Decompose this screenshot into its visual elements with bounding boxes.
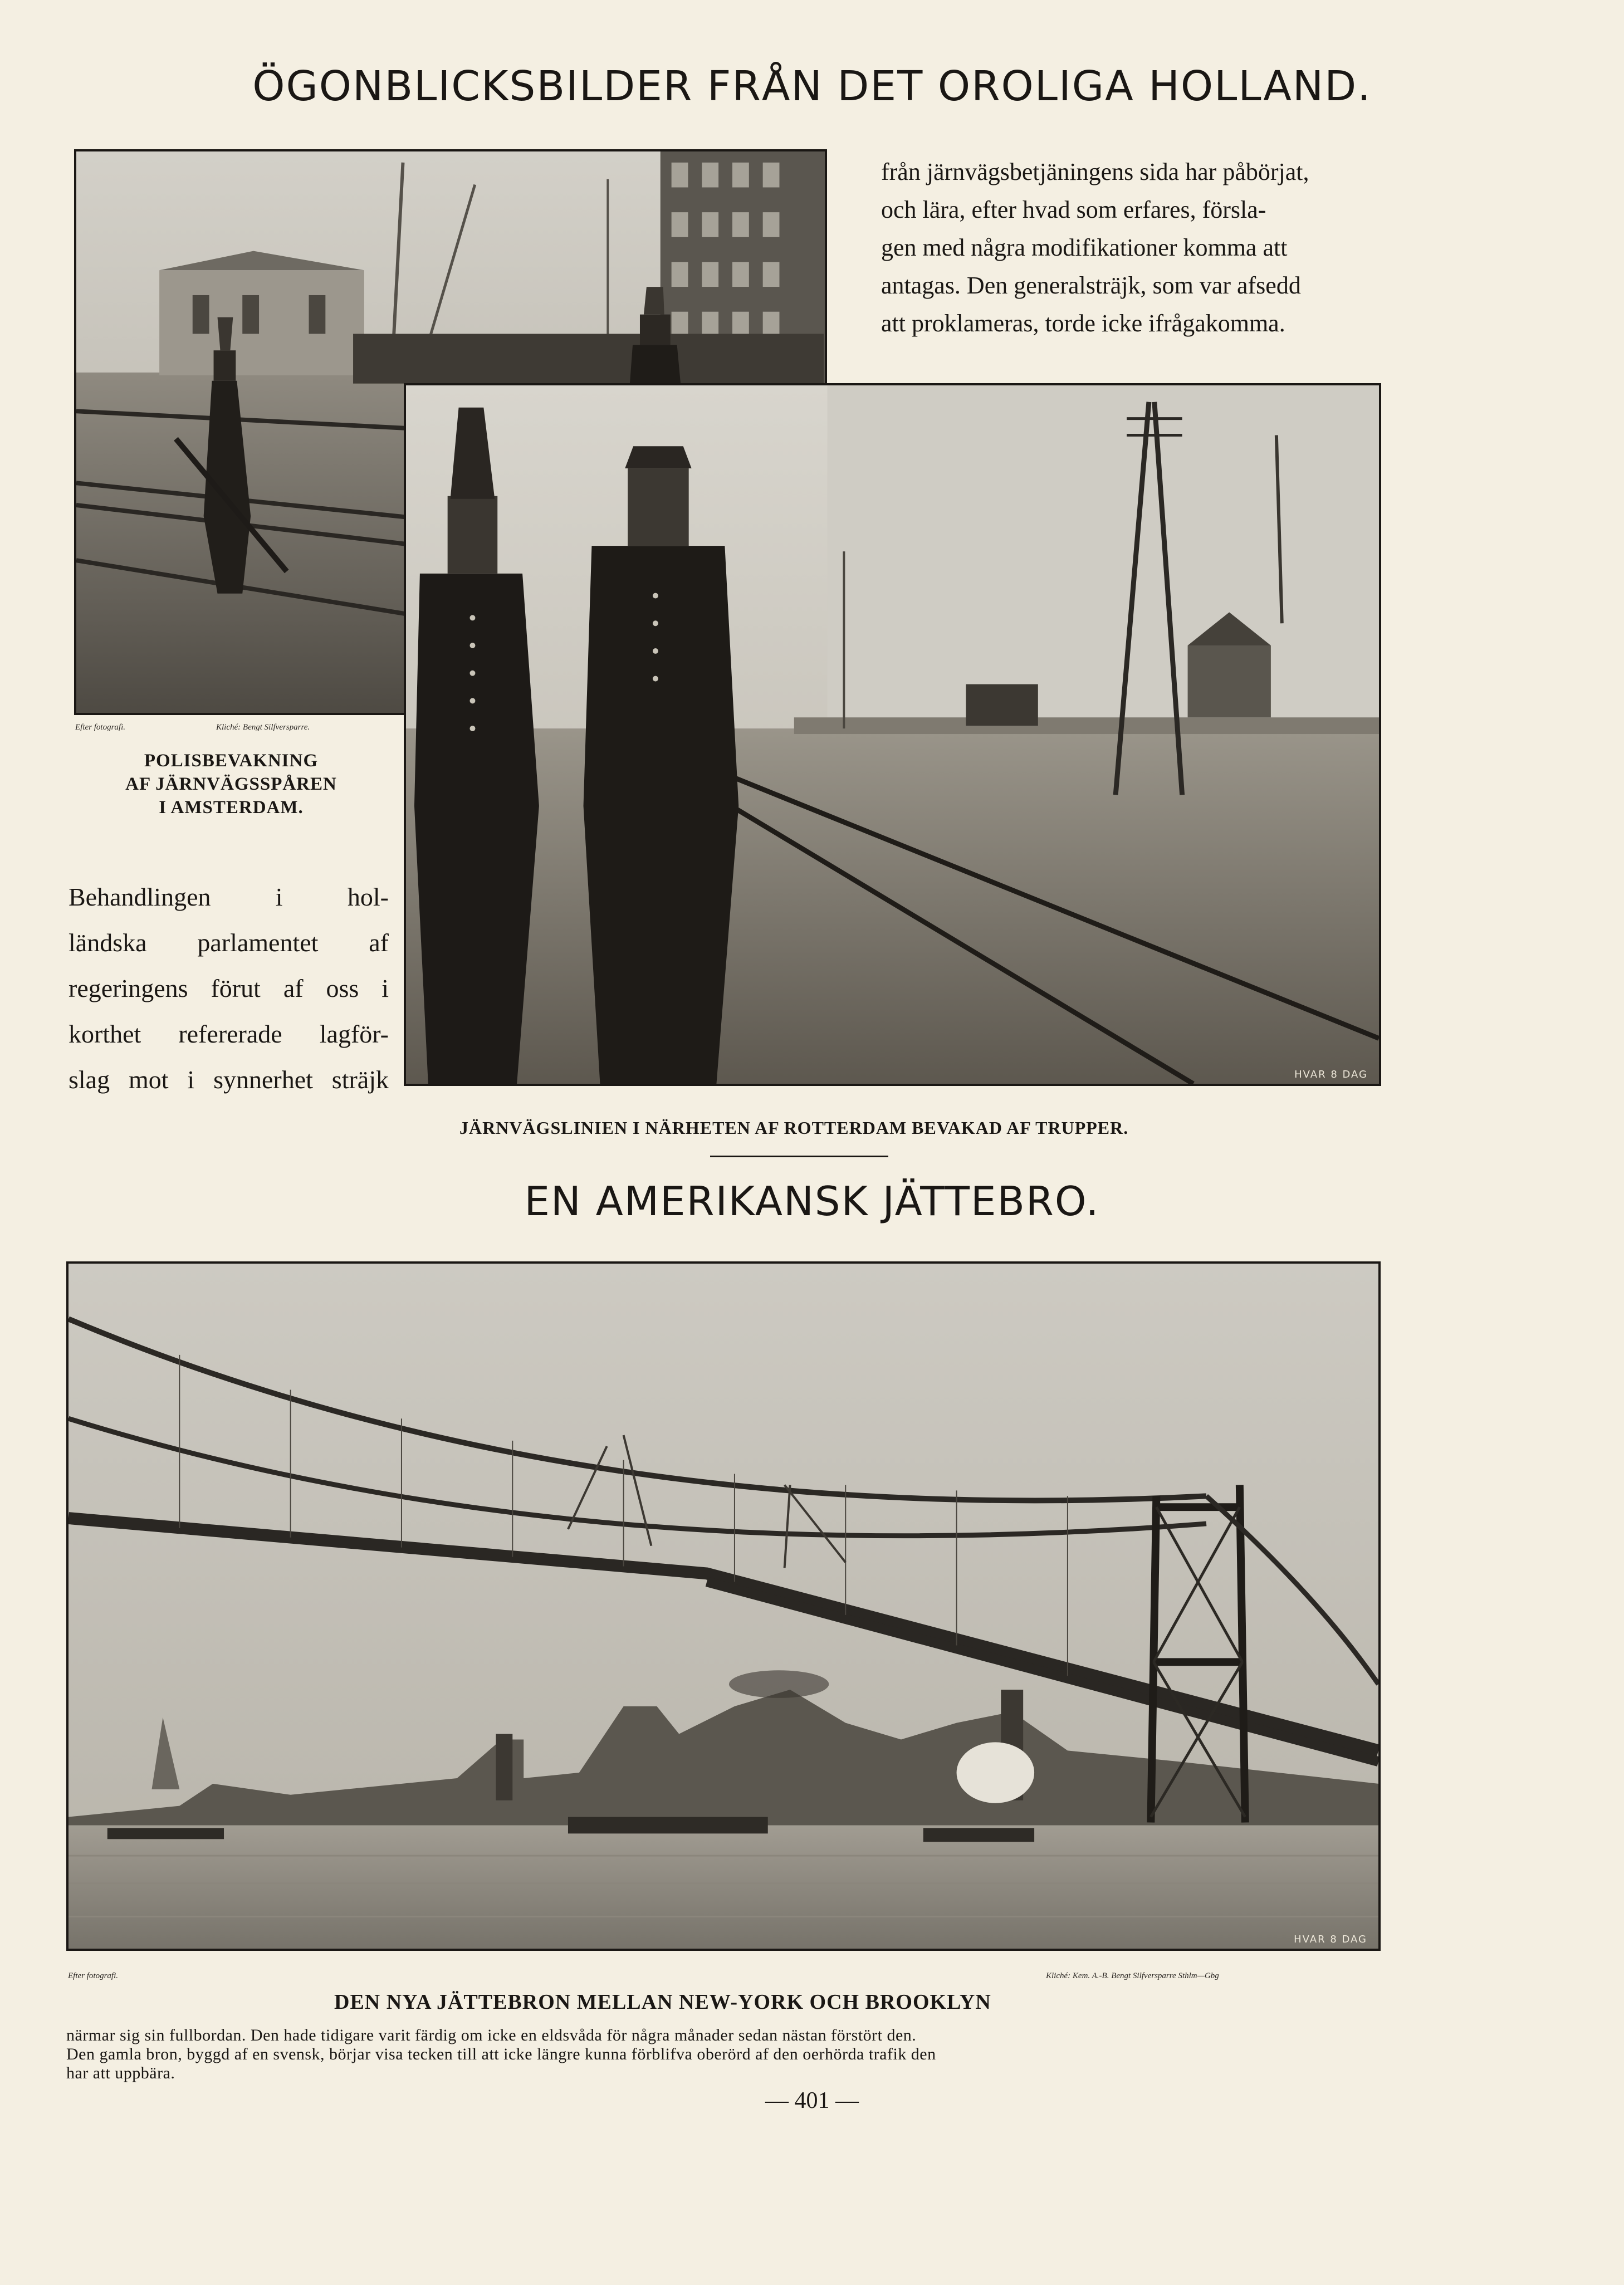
- page-title-bridge: EN AMERIKANSK JÄTTEBRO.: [524, 1178, 1100, 1225]
- photo-rotterdam-illustration: [406, 385, 1379, 1084]
- left-text-line: Behandlingen i hol-: [69, 883, 389, 911]
- photo-brooklyn-bridge: [66, 1261, 1381, 1951]
- right-text-line: från järnvägsbetjäningens sida har påbörjat,: [881, 158, 1309, 185]
- right-text-line: att proklameras, torde icke ifrågakomma.: [881, 310, 1285, 337]
- right-column-text: [881, 153, 1382, 342]
- caption-divider: [710, 1156, 888, 1157]
- photo-credit-amsterdam-left: Efter fotografi.: [75, 723, 125, 732]
- page-number: — 401 —: [765, 2088, 859, 2113]
- watermark-bridge: HVAR 8 DAG: [1294, 1934, 1367, 1945]
- photo-credit-bridge-left: Efter fotografi.: [68, 1971, 118, 1980]
- right-text-line: och lära, efter hvad som erfares, försla-: [881, 196, 1266, 223]
- left-column-text: [69, 874, 389, 1103]
- right-text-line: antagas. Den generalsträjk, som var afsedd: [881, 272, 1301, 299]
- caption-bridge: DEN NYA JÄTTEBRON MELLAN NEW-YORK OCH BROOKLYN: [334, 1990, 991, 2014]
- photo-rotterdam-railway: [404, 383, 1381, 1086]
- caption-amsterdam-line: AF JÄRNVÄGSSPÅREN: [125, 774, 337, 794]
- bridge-body-text: [66, 2026, 1392, 2083]
- watermark-rotterdam: HVAR 8 DAG: [1294, 1069, 1368, 1080]
- photo-credit-bridge-right: Kliché: Kem. A.-B. Bengt Silfversparre Sthlm—Gbg: [1046, 1971, 1219, 1980]
- right-text-line: gen med några modifikationer komma att: [881, 234, 1288, 261]
- bridge-text-line: Den gamla bron, byggd af en svensk, börjar visa tecken till att icke längre kunna förblifva oberörd af den oerhörda trafik den: [66, 2045, 936, 2063]
- caption-amsterdam-line: I AMSTERDAM.: [159, 797, 304, 818]
- left-text-line: slag mot i synnerhet sträjk: [69, 1065, 389, 1094]
- left-text-line: ländska parlamentet af: [69, 928, 389, 957]
- left-text-line: korthet refererade lagför-: [69, 1020, 389, 1048]
- left-text-line: regeringens förut af oss i: [69, 974, 389, 1002]
- bridge-text-line: närmar sig sin fullbordan. Den hade tidigare varit färdig om icke en eldsvåda för några månader sedan nästan förstört den.: [66, 2026, 917, 2044]
- photo-credit-amsterdam-right: Kliché: Bengt Silfversparre.: [216, 723, 310, 732]
- bridge-text-line: har att uppbära.: [66, 2064, 175, 2082]
- page-title-holland: ÖGONBLICKSBILDER FRÅN DET OROLIGA HOLLAND.: [252, 62, 1372, 110]
- caption-amsterdam-line: POLISBEVAKNING: [144, 751, 319, 771]
- caption-rotterdam: JÄRNVÄGSLINIEN I NÄRHETEN AF ROTTERDAM BEVAKAD AF TRUPPER.: [459, 1118, 1129, 1138]
- photo-bridge-illustration: [69, 1264, 1378, 1949]
- caption-amsterdam: [97, 749, 365, 819]
